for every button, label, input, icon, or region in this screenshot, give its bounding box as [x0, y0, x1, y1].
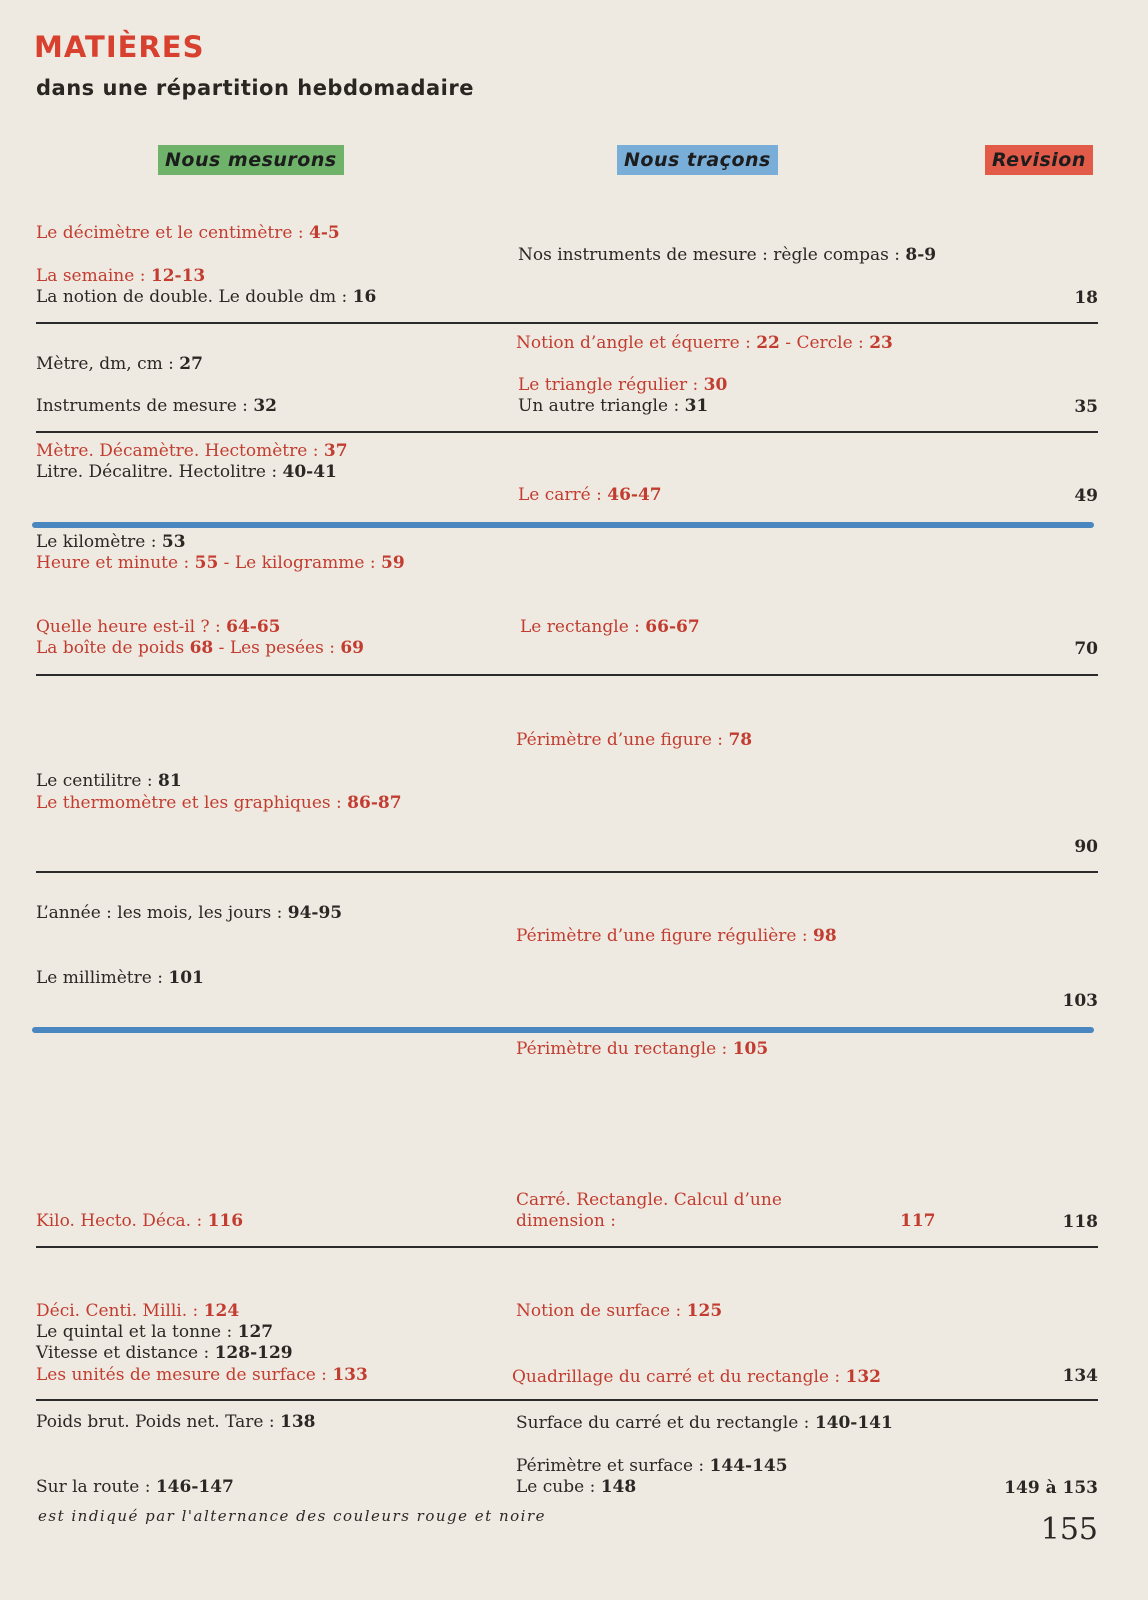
entry: Le centilitre : 81	[36, 771, 182, 791]
revision-page: 134	[1062, 1366, 1098, 1386]
revision-page: 35	[1074, 397, 1098, 417]
entry: L’année : les mois, les jours : 94-95	[36, 903, 343, 923]
entry: Un autre triangle : 31	[518, 396, 709, 416]
entry: Le kilomètre : 53	[36, 532, 186, 552]
entry: Quadrillage du carré et du rectangle : 132	[512, 1367, 882, 1387]
entry: La semaine : 12-13	[36, 266, 206, 286]
revision-page: 49	[1074, 486, 1098, 506]
entry: Périmètre d’une figure régulière : 98	[516, 926, 837, 946]
column-header-tracons: Nous traçons	[617, 145, 778, 175]
entry: Notion de surface : 125	[516, 1301, 723, 1321]
entry: Périmètre et surface : 144-145	[516, 1456, 788, 1476]
divider	[36, 1399, 1098, 1401]
entry: Le thermomètre et les graphiques : 86-87	[36, 793, 402, 813]
entry: Le millimètre : 101	[36, 968, 204, 988]
entry-page-number: 117	[900, 1211, 936, 1231]
revision-page: 18	[1074, 288, 1098, 308]
entry: Sur la route : 146-147	[36, 1477, 234, 1497]
entry: Les unités de mesure de surface : 133	[36, 1365, 368, 1385]
entry: Périmètre du rectangle : 105	[516, 1039, 769, 1059]
entry: Vitesse et distance : 128-129	[36, 1343, 293, 1363]
entry: Périmètre d’une figure : 78	[516, 730, 753, 750]
entry: Heure et minute : 55 - Le kilogramme : 59	[36, 553, 405, 573]
divider	[36, 1246, 1098, 1248]
entry: Surface du carré et du rectangle : 140-141	[516, 1413, 893, 1433]
entry: Le quintal et la tonne : 127	[36, 1322, 274, 1342]
entry: Kilo. Hecto. Déca. : 116	[36, 1211, 244, 1231]
revision-page: 103	[1062, 991, 1098, 1011]
entry: La notion de double. Le double dm : 16	[36, 287, 377, 307]
entry: Quelle heure est-il ? : 64-65	[36, 617, 281, 637]
divider	[36, 431, 1098, 433]
entry: Carré. Rectangle. Calcul d’une	[516, 1190, 782, 1210]
trimester-divider	[32, 1027, 1094, 1033]
entry: Litre. Décalitre. Hectolitre : 40-41	[36, 462, 337, 482]
entry: La boîte de poids 68 - Les pesées : 69	[36, 638, 365, 658]
entry: Instruments de mesure : 32	[36, 396, 277, 416]
footer-note: est indiqué par l'alternance des couleurs rouge et noire	[38, 1507, 546, 1525]
entry: Mètre. Décamètre. Hectomètre : 37	[36, 441, 348, 461]
trimester-divider	[32, 522, 1094, 528]
revision-page: 70	[1074, 639, 1098, 659]
divider	[36, 674, 1098, 676]
revision-page: 149 à 153	[1004, 1478, 1098, 1498]
entry: Mètre, dm, cm : 27	[36, 354, 203, 374]
column-header-revision: Revision	[985, 145, 1093, 175]
entry: Le cube : 148	[516, 1477, 637, 1497]
entry: Déci. Centi. Milli. : 124	[36, 1301, 240, 1321]
entry: Poids brut. Poids net. Tare : 138	[36, 1412, 316, 1432]
revision-page: 118	[1062, 1212, 1098, 1232]
entry: Le décimètre et le centimètre : 4-5	[36, 223, 340, 243]
divider	[36, 871, 1098, 873]
entry: Nos instruments de mesure : règle compas : 8-9	[518, 245, 937, 265]
page-title: MATIÈRES	[34, 30, 205, 64]
revision-page: 90	[1074, 837, 1098, 857]
entry: Le carré : 46-47	[518, 485, 662, 505]
divider	[36, 322, 1098, 324]
entry: Le rectangle : 66-67	[520, 617, 700, 637]
entry: Notion d’angle et équerre : 22 - Cercle : 23	[516, 333, 893, 353]
column-header-mesurons: Nous mesurons	[158, 145, 344, 175]
entry: dimension :	[516, 1211, 616, 1231]
page-subtitle: dans une répartition hebdomadaire	[36, 76, 474, 100]
entry: Le triangle régulier : 30	[518, 375, 728, 395]
page-number: 155	[1040, 1512, 1098, 1547]
